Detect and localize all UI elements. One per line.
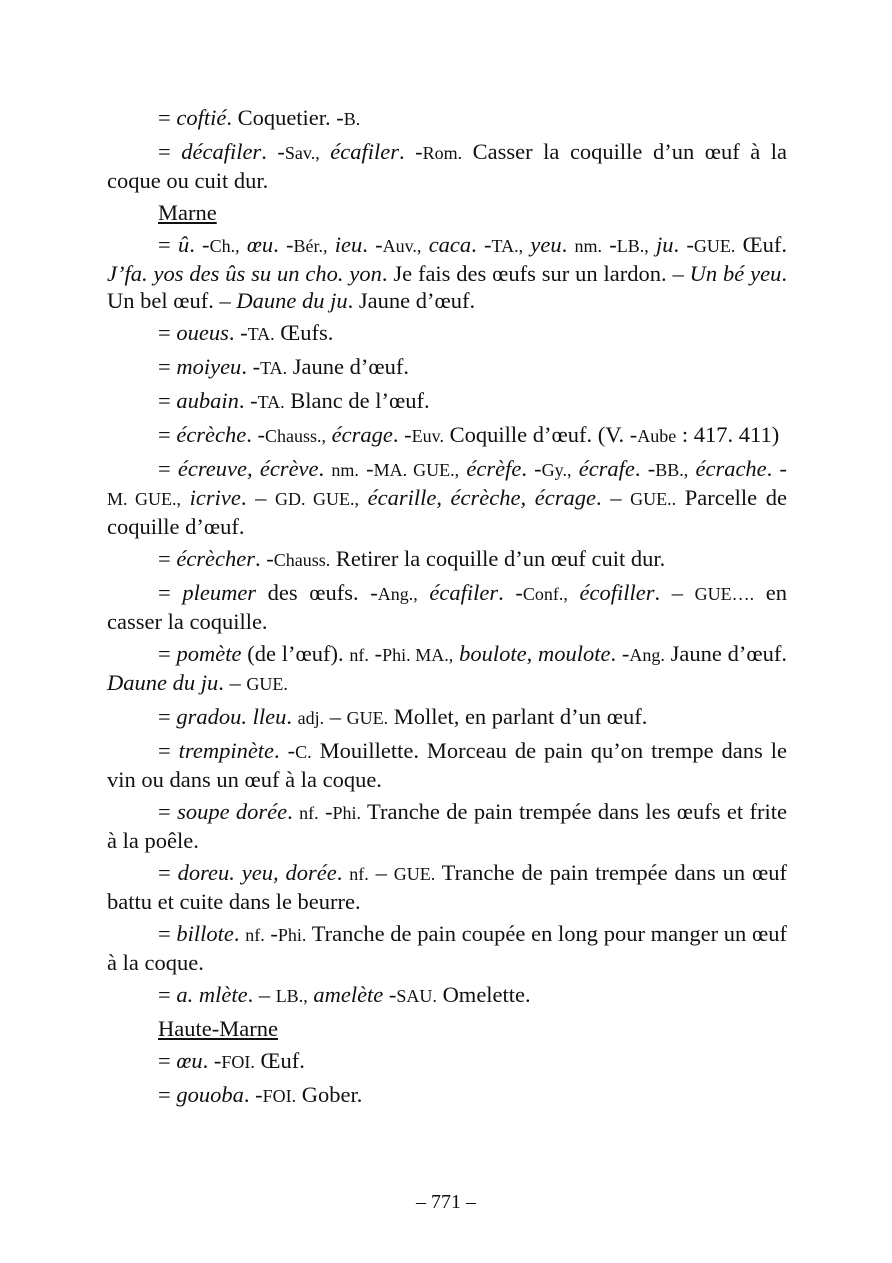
entry-text: Œufs. bbox=[274, 320, 334, 345]
source-abbrev: Ch., bbox=[209, 236, 240, 256]
entry-text: = bbox=[158, 860, 178, 885]
entry-text: . - bbox=[202, 1048, 222, 1073]
source-abbrev: nf. bbox=[349, 645, 369, 665]
entry-text bbox=[418, 580, 430, 605]
dialect-term: écafiler bbox=[429, 580, 499, 605]
dialect-term: doreu. yeu, dorée bbox=[177, 860, 337, 885]
source-abbrev: GUE. bbox=[693, 236, 736, 256]
dialect-term: écrècher bbox=[176, 546, 256, 571]
source-abbrev: Auv., bbox=[382, 236, 422, 256]
entry-text: . - bbox=[498, 580, 523, 605]
dictionary-entry bbox=[107, 545, 787, 574]
entry-text: des œufs. - bbox=[256, 580, 378, 605]
entry-text: - bbox=[368, 641, 383, 666]
source-abbrev: GUE. bbox=[246, 674, 288, 694]
entry-text: = bbox=[158, 799, 178, 824]
source-abbrev: GUE…. bbox=[694, 584, 755, 604]
source-abbrev: LB., bbox=[616, 236, 649, 256]
section-heading-text: Haute-Marne bbox=[158, 1016, 278, 1041]
entry-text bbox=[421, 232, 428, 257]
dialect-term: pleumer bbox=[182, 580, 257, 605]
dictionary-entry bbox=[107, 920, 787, 976]
dialect-term: écrèfe bbox=[466, 456, 522, 481]
entry-text: Œuf. bbox=[254, 1048, 305, 1073]
entry-text: - bbox=[383, 982, 397, 1007]
source-abbrev: nf. bbox=[245, 925, 265, 945]
dictionary-entry bbox=[107, 703, 787, 732]
dictionary-entry bbox=[107, 138, 787, 194]
source-abbrev: Sav., bbox=[284, 143, 320, 163]
dialect-term: moiyeu bbox=[176, 354, 242, 379]
source-abbrev: TA. bbox=[247, 324, 275, 344]
entry-text: Jaune d’œuf. bbox=[664, 641, 787, 666]
entry-text: . bbox=[318, 456, 332, 481]
entry-text: . bbox=[233, 921, 246, 946]
dialect-term: écarille, écrèche, écrage bbox=[367, 485, 596, 510]
dictionary-entry bbox=[107, 737, 787, 793]
source-abbrev: nm. bbox=[574, 236, 602, 256]
entry-text: - bbox=[264, 921, 278, 946]
dictionary-entry bbox=[107, 455, 787, 540]
dialect-term: écrèche bbox=[176, 422, 247, 447]
dialect-term: écofiller bbox=[579, 580, 655, 605]
source-abbrev: GUE. bbox=[346, 708, 389, 728]
entry-text: Casser la coquille d’un œuf à la coque ou cuit dur. bbox=[107, 139, 787, 193]
entry-text bbox=[181, 485, 190, 510]
dialect-term: soupe dorée bbox=[177, 799, 288, 824]
entry-text: = bbox=[158, 354, 177, 379]
dialect-term: û bbox=[177, 232, 190, 257]
dialect-term: caca bbox=[428, 232, 472, 257]
entry-text: Coquille d’œuf. (V. - bbox=[443, 422, 638, 447]
dialect-term: yeu bbox=[530, 232, 562, 257]
source-abbrev: Conf., bbox=[522, 584, 568, 604]
source-abbrev: Phi. MA., bbox=[382, 645, 454, 665]
entry-text: . – bbox=[247, 982, 276, 1007]
entry-text: = bbox=[158, 580, 183, 605]
dialect-term: Daune du ju bbox=[107, 670, 219, 695]
entry-text bbox=[649, 232, 656, 257]
entry-text: Mollet, en parlant d’un œuf. bbox=[388, 704, 648, 729]
entry-text: . - bbox=[673, 232, 694, 257]
dialect-term: boulote, moulote bbox=[459, 641, 611, 666]
dialect-term: gradou. lleu bbox=[176, 704, 287, 729]
entry-text: . - bbox=[398, 139, 423, 164]
entry-text bbox=[327, 232, 334, 257]
entry-text: Gober. bbox=[296, 1082, 363, 1107]
entry-text: . - bbox=[189, 232, 210, 257]
entry-text: = bbox=[158, 320, 177, 345]
source-abbrev: Rom. bbox=[422, 143, 463, 163]
entry-text: . - bbox=[521, 456, 542, 481]
entry-text: = bbox=[158, 139, 182, 164]
section-heading-text: Marne bbox=[158, 200, 217, 225]
entry-text bbox=[359, 485, 368, 510]
entry-text: . Jaune d’œuf. bbox=[347, 288, 476, 313]
entry-text bbox=[240, 232, 247, 257]
entry-text: = bbox=[158, 641, 177, 666]
dialect-term: ju bbox=[656, 232, 674, 257]
source-abbrev: B. bbox=[343, 109, 361, 129]
dictionary-entry bbox=[107, 981, 787, 1010]
source-abbrev: Bér., bbox=[293, 236, 328, 256]
source-abbrev: TA. bbox=[257, 392, 285, 412]
source-abbrev: adj. bbox=[297, 708, 325, 728]
source-abbrev: nf. bbox=[299, 803, 319, 823]
section-heading bbox=[158, 199, 787, 226]
entry-text: . bbox=[561, 232, 575, 257]
dictionary-entry bbox=[107, 353, 787, 382]
entry-text: = bbox=[158, 1048, 177, 1073]
entry-text: Retirer la coquille d’un œuf cuit dur. bbox=[330, 546, 666, 571]
source-abbrev: MA. GUE., bbox=[373, 460, 460, 480]
dictionary-entry bbox=[107, 421, 787, 450]
entry-text: . Un bel œuf. – bbox=[107, 261, 787, 313]
entry-text bbox=[320, 139, 331, 164]
entry-text: = bbox=[158, 456, 178, 481]
dictionary-entry bbox=[107, 1047, 787, 1076]
page-number: – 771 – bbox=[416, 1191, 476, 1213]
source-abbrev: C. bbox=[295, 742, 312, 762]
entry-text: Parcelle de coquille d’œuf. bbox=[107, 485, 788, 539]
entry-text: = bbox=[158, 546, 177, 571]
dialect-term: écrafe bbox=[578, 456, 635, 481]
source-abbrev: SAU. bbox=[396, 986, 437, 1006]
entry-text: . bbox=[336, 860, 350, 885]
dialect-term: œu bbox=[176, 1048, 203, 1073]
dialect-term: aubain bbox=[176, 388, 239, 413]
entry-text: Mouillette. Morceau de pain qu’on trempe dans le vin ou dans un œuf à la coque. bbox=[107, 738, 787, 792]
source-abbrev: nm. bbox=[331, 460, 359, 480]
source-abbrev: FOI. bbox=[262, 1086, 297, 1106]
entry-text: . - bbox=[274, 738, 296, 763]
dialect-term: décafiler bbox=[181, 139, 262, 164]
entry-text: Tranche de pain trempée dans les œufs et frite à la poêle. bbox=[107, 799, 787, 853]
source-abbrev: Gy., bbox=[541, 460, 572, 480]
entry-text: - bbox=[358, 456, 374, 481]
entry-text: . bbox=[287, 799, 300, 824]
source-abbrev: Chauss. bbox=[273, 550, 331, 570]
entry-text: . - bbox=[766, 456, 787, 481]
entry-text: . Je fais des œufs sur un lardon. – bbox=[381, 261, 690, 286]
entry-text: . - bbox=[634, 456, 656, 481]
entry-text: . Coquetier. - bbox=[226, 105, 344, 130]
entry-text: – bbox=[368, 860, 394, 885]
dialect-term: coftié bbox=[176, 105, 227, 130]
entry-text: = bbox=[158, 1082, 177, 1107]
source-abbrev: TA., bbox=[491, 236, 524, 256]
entry-text: . - bbox=[243, 1082, 263, 1107]
entry-text: Omelette. bbox=[436, 982, 531, 1007]
entry-text: . bbox=[286, 704, 298, 729]
source-abbrev: Phi. bbox=[277, 925, 307, 945]
entry-text: . - bbox=[273, 232, 294, 257]
entry-text: . - bbox=[241, 354, 261, 379]
page-text bbox=[107, 104, 787, 1115]
entry-text: . - bbox=[255, 546, 274, 571]
dialect-term: écafiler bbox=[330, 139, 399, 164]
entry-text: = bbox=[158, 388, 177, 413]
source-abbrev: GUE.. bbox=[630, 489, 677, 509]
dialect-term: amelète bbox=[313, 982, 384, 1007]
entry-text bbox=[572, 456, 579, 481]
entry-text: Tranche de pain trempée dans un œuf battu et cuite dans le beurre. bbox=[107, 860, 787, 914]
source-abbrev: Chauss., bbox=[265, 426, 327, 446]
dictionary-entry bbox=[107, 798, 787, 854]
dialect-term: écrache bbox=[695, 456, 767, 481]
dialect-term: pomète bbox=[176, 641, 242, 666]
entry-text: = bbox=[158, 232, 178, 257]
dictionary-entry bbox=[107, 231, 787, 314]
entry-text: = bbox=[158, 921, 177, 946]
dialect-term: écreuve, écrève bbox=[177, 456, 319, 481]
entry-text: . - bbox=[238, 388, 258, 413]
dialect-term: Un bé yeu bbox=[689, 261, 782, 286]
entry-text: . – bbox=[654, 580, 695, 605]
dictionary-entry bbox=[107, 640, 787, 698]
dialect-term: oueus bbox=[176, 320, 229, 345]
entry-text: en casser la coquille. bbox=[107, 580, 788, 634]
entry-text: . - bbox=[261, 139, 285, 164]
source-abbrev: TA. bbox=[260, 358, 288, 378]
source-abbrev: GD. GUE., bbox=[274, 489, 359, 509]
dialect-term: ieu bbox=[334, 232, 363, 257]
entry-text: Blanc de l’œuf. bbox=[284, 388, 430, 413]
source-abbrev: M. GUE., bbox=[107, 489, 181, 509]
entry-text: . - bbox=[246, 422, 266, 447]
entry-text: . – bbox=[595, 485, 631, 510]
entry-text: . - bbox=[471, 232, 492, 257]
entry-text: (de l’œuf). bbox=[241, 641, 350, 666]
section-heading bbox=[158, 1015, 787, 1042]
dictionary-entry bbox=[107, 387, 787, 416]
entry-text: = bbox=[158, 982, 177, 1007]
entry-text: Œuf. bbox=[735, 232, 788, 257]
entry-text: . – bbox=[218, 670, 247, 695]
entry-text: - bbox=[318, 799, 333, 824]
dialect-term: icrive bbox=[189, 485, 241, 510]
source-abbrev: Ang., bbox=[377, 584, 418, 604]
source-abbrev: GUE. bbox=[393, 864, 436, 884]
source-abbrev: BB., bbox=[655, 460, 689, 480]
entry-text: . – bbox=[240, 485, 275, 510]
entry-text bbox=[568, 580, 580, 605]
dictionary-entry bbox=[107, 859, 787, 915]
dictionary-entry bbox=[107, 579, 787, 635]
dialect-term: billote bbox=[176, 921, 234, 946]
dictionary-entry bbox=[107, 104, 787, 133]
source-abbrev: nf. bbox=[349, 864, 369, 884]
entry-text: – bbox=[324, 704, 347, 729]
dialect-term: a. mlète bbox=[176, 982, 248, 1007]
entry-text: . - bbox=[610, 641, 630, 666]
entry-text: = bbox=[158, 105, 177, 130]
entry-text: : 417. 411) bbox=[676, 422, 780, 447]
dialect-term: J’fa. yos des ûs su un cho. yon bbox=[107, 261, 382, 286]
entry-text: = bbox=[158, 704, 177, 729]
entry-text: = bbox=[158, 422, 177, 447]
entry-text: = bbox=[158, 738, 179, 763]
dictionary-entry bbox=[107, 319, 787, 348]
source-abbrev: Phi. bbox=[332, 803, 362, 823]
dialect-term: écrage bbox=[331, 422, 393, 447]
source-abbrev: Ang. bbox=[629, 645, 665, 665]
source-abbrev: Aube bbox=[637, 426, 677, 446]
dialect-term: gouoba bbox=[176, 1082, 244, 1107]
entry-text: Tranche de pain coupée en long pour manger un œuf à la coque. bbox=[107, 921, 787, 975]
entry-text: . - bbox=[392, 422, 412, 447]
source-abbrev: LB., bbox=[275, 986, 308, 1006]
source-abbrev: Euv. bbox=[411, 426, 444, 446]
dialect-term: trempinète bbox=[178, 738, 275, 763]
entry-text: - bbox=[601, 232, 617, 257]
source-abbrev: FOI. bbox=[221, 1052, 255, 1072]
entry-text: . - bbox=[228, 320, 248, 345]
dictionary-entry bbox=[107, 1081, 787, 1110]
entry-text: Jaune d’œuf. bbox=[287, 354, 409, 379]
dialect-term: Daune du ju bbox=[236, 288, 348, 313]
entry-text: . - bbox=[362, 232, 383, 257]
dialect-term: œu bbox=[246, 232, 274, 257]
